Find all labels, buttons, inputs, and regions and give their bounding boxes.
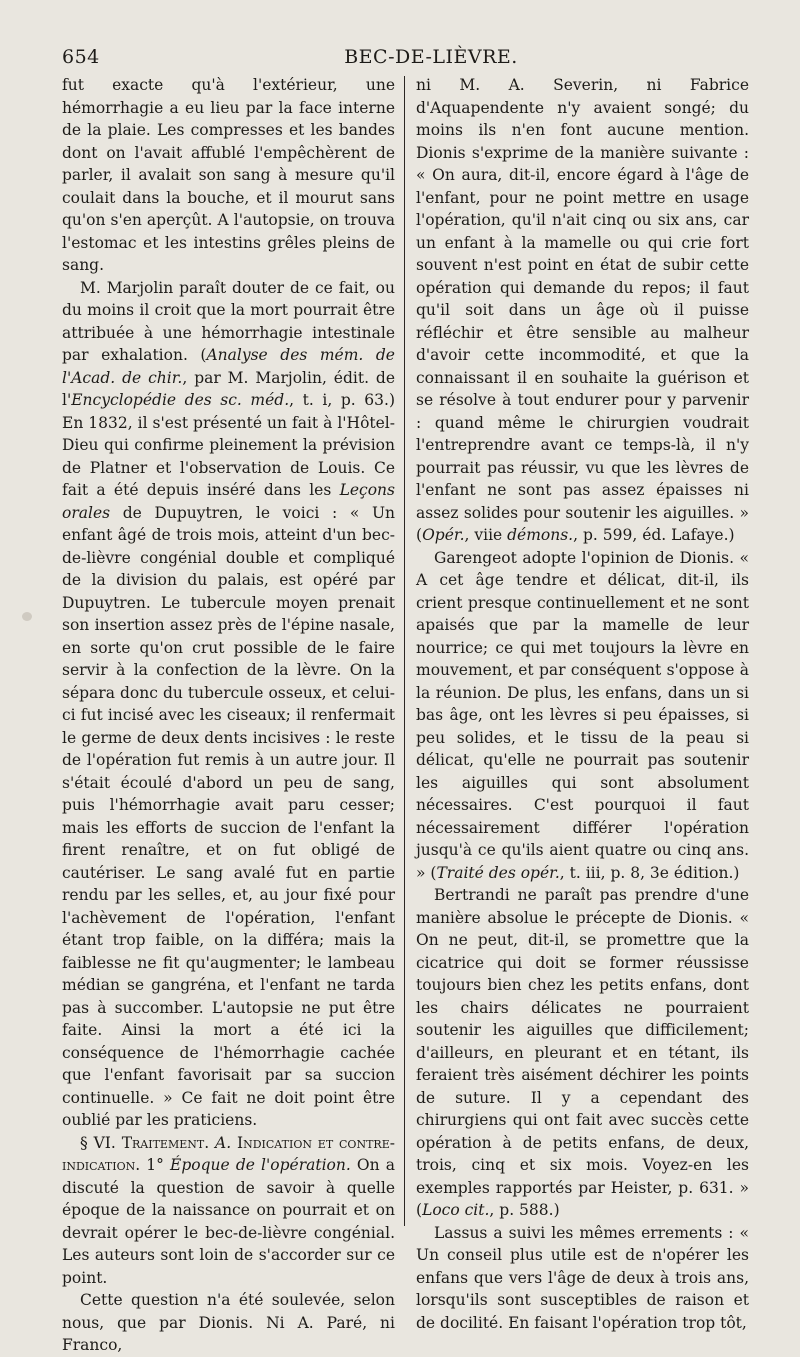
citation: Opér. [422, 526, 465, 544]
page-number: 654 [62, 46, 100, 68]
citation: Encyclopédie des sc. méd. [71, 391, 290, 409]
citation: Leçons orales [62, 481, 395, 522]
subsection-heading: Indication et contre-indication. [62, 1133, 395, 1174]
running-title: BEC-DE-LIÈVRE. [344, 46, 518, 68]
paragraph: Lassus a suivi les mêmes errements : « Un conseil plus utile est de n'opérer les enfans que vers l'âge de deux à trois ans, lorsqu'ils sont susceptibles de raison et de docilité. En faisant l'opération trop tôt, [416, 1223, 749, 1332]
paragraph: Bertrandi ne paraît pas prendre d'une manière absolue le précepte de Dionis. « On ne peut, dit-il, se promettre que la cicatrice qui doit se former réussisse toujours bien chez les petits enfans, dont les chairs délicates ne pourraient soutenir les aiguilles que difficilement; d'ailleurs, en pleurant et en tétant, ils feraient très aisément déchirer les points de suture. Il y a cependant des chirurgiens qui ont fait avec succès cette opération à de petits enfans, de deux, trois, cinq et six mois. Voyez-en les exemples rapportés par Heister, p. 631. » (Loco cit., p. 588.) [416, 886, 749, 1219]
citation: Traité des opér. [436, 863, 560, 882]
paragraph: Garengeot adopte l'opinion de Dionis. « A cet âge tendre et délicat, dit-il, ils crient presque continuellement et ne sont apaisés que par la mamelle de leur nourrice; ce qui met toujours la lèvre en mouvement, et par conséquent s'oppose à la réunion. De plus, les enfans, dans un si bas âge, ont les lèvres si peu épaisses, si peu solides, et le tissu de la peau si délicat, qu'elle ne pourrait pas soutenir les aiguilles qui sont absolument nécessaires. C'est pourquoi il faut nécessairement différer l'opération jusqu'à ce qu'ils aient quatre ou cinq ans. » (Traité des opér., t. iii, p. 8, 3e édition.) [416, 548, 749, 882]
running-head [62, 40, 760, 74]
subsection-title: Époque de l'opération. [170, 1156, 351, 1174]
right-column [405, 74, 749, 1357]
citation: démons. [507, 526, 574, 544]
section-heading-paragraph: § VI. Traitement. A. Indication et contre-indication. 1° Époque de l'opération. On a discuté la question de savoir à quelle époque de la naissance on pourrait et on devrait opérer le bec-de-lièvre congénial. Les auteurs sont loin de s'accorder sur ce point. [62, 1133, 395, 1287]
paragraph: ni M. A. Severin, ni Fabrice d'Aquapendente n'y avaient songé; du moins ils n'en font aucune mention. Dionis s'exprime de la manière suivante : « On aura, dit-il, encore égard à l'âge de l'enfant, pour ne point mettre en usage l'opération, qu'il n'ait cinq ou six ans, car un enfant à la mamelle ou qui crie fort souvent n'est point en état de subir cette opération qui demande du repos; il faut qu'il soit dans un âge où il puisse réfléchir et être sensible au malheur d'avoir cette incommodité, et que la connaissant il en souhaite la guérison et se résolve à tout endurer pour y parvenir : quand même le chirurgien voudrait l'entreprendre avant ce temps-là, il n'y pourrait pas réussir, vu que les lèvres de l'enfant ne sont pas assez épaisses ni assez solides pour soutenir les aiguilles. » (Opér., viie démons., p. 599, éd. Lafaye.) [416, 76, 749, 544]
left-column [62, 74, 404, 1357]
citation: Analyse des mém. de l'Acad. de chir. [62, 346, 395, 387]
ink-spot [22, 612, 32, 621]
text-columns [62, 74, 760, 1357]
paragraph: M. Marjolin paraît douter de ce fait, ou du moins il croit que la mort pourrait être attribuée à une hémorrhagie intestinale par exhalation. (Analyse des mém. de l'Acad. de chir., par M. Marjolin, édit. de l'Encyclopédie des sc. méd., t. i, p. 63.) En 1832, il s'est présenté un fait à l'Hôtel-Dieu qui confirme pleinement la prévision de Platner et l'observation de Louis. Ce fait a été depuis inséré dans les Leçons orales de Dupuytren, le voici : « Un enfant âgé de trois mois, atteint d'un bec-de-lièvre congénial double et compliqué de la division du palais, est opéré par Dupuytren. Le tubercule moyen prenait son insertion assez près de l'épine nasale, en sorte qu'on crut possible de le faire servir à la confection de la lèvre. On la sépara donc du tubercule osseux, et celui-ci fut incisé avec les ciseaux; il renfermait le germe de deux dents incisives : le reste de l'opération fut remis à un autre jour. Il s'était écoulé d'abord un peu de sang, puis l'hémorrhagie avait paru cesser; mais les efforts de succion de l'enfant la firent renaître, et on fut obligé de cautériser. Le sang avalé fut en partie rendu par les selles, et, au jour fixé pour l'achèvement de l'opération, l'enfant étant trop faible, on la différa; mais la faiblesse ne fit qu'augmenter; le lambeau médian se gangréna, et l'enfant ne tarda pas à succomber. L'autopsie ne put être faite. Ainsi la mort a été ici la conséquence de l'hémorrhagie cachée que l'enfant favorisait par sa succion continuelle. » Ce fait ne doit point être oublié par les praticiens. [62, 278, 395, 1129]
section-heading: Traitement. [121, 1133, 210, 1152]
paragraph: fut exacte qu'à l'extérieur, une hémorrhagie a eu lieu par la face interne de la plaie. Les compresses et les bandes dont on l'avait affublé l'empêchèrent de parler, il avalait son sang à mesure qu'il coulait dans la bouche, et il mourut sans qu'on s'en aperçût. A l'autopsie, on trouva l'estomac et les intestins grêles pleins de sang. [62, 76, 395, 274]
citation: Loco cit. [422, 1201, 490, 1219]
subsection-letter: A. [215, 1133, 232, 1152]
paragraph: Cette question n'a été soulevée, selon nous, que par Dionis. Ni A. Paré, ni Franco, [62, 1291, 395, 1354]
